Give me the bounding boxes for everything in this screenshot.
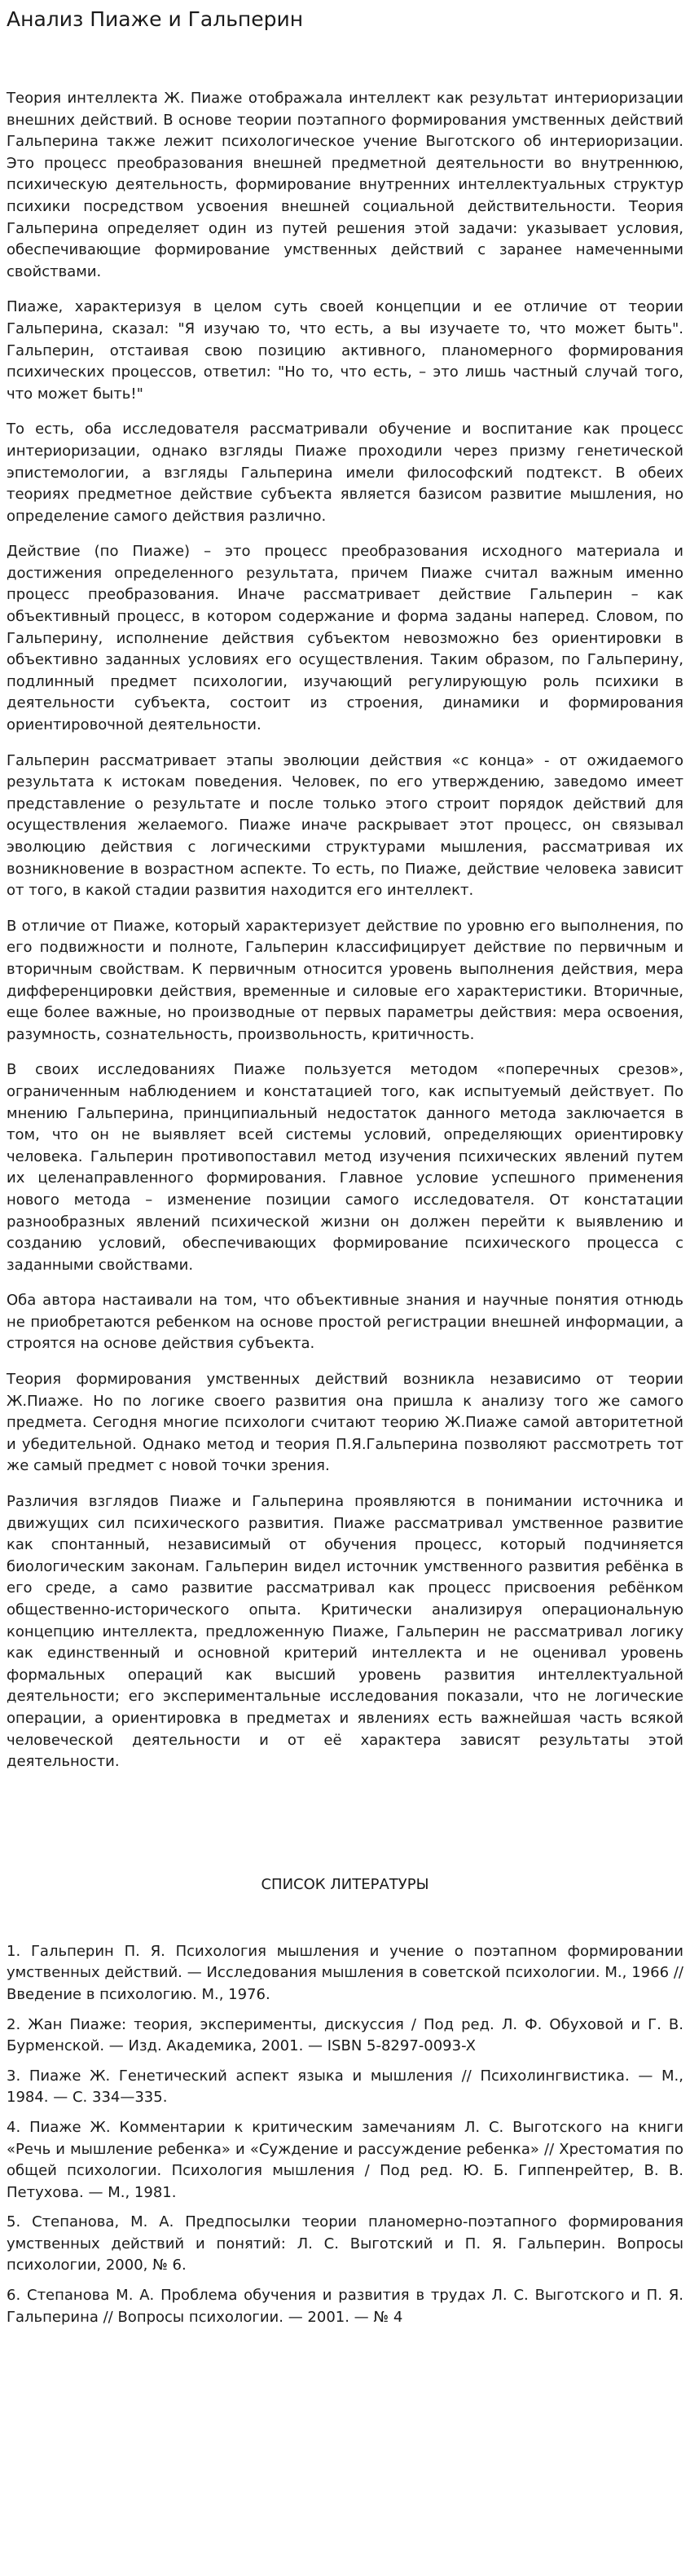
bibliography-heading: СПИСОК ЛИТЕРАТУРЫ bbox=[261, 1875, 429, 1893]
paragraph: Теория интеллекта Ж. Пиаже отображала интеллект как результат интериоризации внешних действий. В основе теории поэтапного формирования умственных действий Гальперина также лежит психологическое учение Выготского об интериоризации. Это процесс преобразования внешней предметной деятельности во внутреннюю, психическую деятельность, формирование внутренних интеллектуальных структур психики посредством усвоения внешней социальной действительности. Теория Гальперина определяет один из путей решения этой задачи: указывает условия, обеспечивающие формирование умственных действий с заранее намеченными свойствами. bbox=[7, 90, 683, 280]
paragraph: В своих исследованиях Пиаже пользуется методом «поперечных срезов», ограниченным наблюдением и констатацией того, как испытуемый действует. По мнению Гальперина, принципиальный недостаток данного метода заключается в том, что он не выявляет всей системы условий, определяющих ориентировку человека. Гальперин противопоставил метод изучения психических явлений путем их целенаправленного формирования. Главное условие успешного применения нового метода – изменение позиции самого исследователя. От констатации разнообразных явлений психической жизни он должен перейти к выявлению и созданию условий, обеспечивающих формирование психического процесса с заданными свойствами. bbox=[7, 1061, 683, 1274]
bibliography-item: 6. Степанова М. А. Проблема обучения и развития в трудах Л. С. Выготского и П. Я. Гальперина // Вопросы психологии. — 2001. — № 4 bbox=[7, 2287, 683, 2326]
bibliography-item: 1. Гальперин П. Я. Психология мышления и учение о поэтапном формировании умственных действий. — Исследования мышления в советской психологии. М., 1966 // Введение в психологию. М., 1976. bbox=[7, 1942, 683, 2003]
paragraph: Теория формирования умственных действий возникла независимо от теории Ж.Пиаже. Но по логике своего развития она пришла к анализу того же самого предмета. Сегодня многие психологи считают теорию Ж.Пиаже самой авторитетной и убедительной. Однако метод и теория П.Я.Гальперина позволяют рассмотреть тот же самый предмет с новой точки зрения. bbox=[7, 1371, 683, 1475]
bibliography-item: 4. Пиаже Ж. Комментарии к критическим замечаниям Л. С. Выготского на книги «Речь и мышление ребенка» и «Суждение и рассуждение ребенка» // Хрестоматия по общей психологии. Психология мышления / Под ред. Ю. Б. Гиппенрейтер, В. В. Петухова. — М., 1981. bbox=[7, 2118, 683, 2201]
paragraph: Различия взглядов Пиаже и Гальперина проявляются в понимании источника и движущих сил психического развития. Пиаже рассматривал умственное развитие как спонтанный, независимый от обучения процесс, который подчиняется биологическим законам. Гальперин видел источник умственного развития ребёнка в его среде, а само развитие рассматривал как процесс присвоения ребёнком общественно-исторического опыта. Критически анализируя операциональную концепцию интеллекта, предложенную Пиаже, Гальперин не рассматривал логику как единственный и основной критерий интеллекта и не оценивал уровень формальных операций как высший уровень развития интеллектуальной деятельности; его экспериментальные исследования показали, что не логические операции, а ориентировка в предметах и явлениях есть важнейшая часть всякой человеческой деятельности и от её характера зависят результаты этой деятельности. bbox=[7, 1493, 683, 1771]
paragraph: Оба автора настаивали на том, что объективные знания и научные понятия отнюдь не приобретаются ребенком на основе простой регистрации внешней информации, а строятся на основе действия субъекта. bbox=[7, 1292, 683, 1353]
bibliography-item: 2. Жан Пиаже: теория, эксперименты, дискуссия / Под ред. Л. Ф. Обуховой и Г. В. Бурменской. — Изд. Академика, 2001. — ISBN 5-8297-0093-X bbox=[7, 2015, 683, 2055]
paragraph: Действие (по Пиаже) – это процесс преобразования исходного материала и достижения определенного результата, причем Пиаже считал важным именно процесс преобразования. Иначе рассматривает действие Гальперин – как объективный процесс, в котором содержание и форма заданы наперед. Словом, по Гальперину, исполнение действия субъектом невозможно без ориентировки в объективно заданных условиях его осуществления. Таким образом, по Гальперину, подлинный предмет психологии, изучающий регулирующую роль психики в деятельности субъекта, состоит из строения, динамики и формирования ориентировочной деятельности. bbox=[7, 543, 683, 734]
bibliography-item: 3. Пиаже Ж. Генетический аспект языка и мышления // Психолингвистика. — М., 1984. — С. 334—335. bbox=[7, 2067, 683, 2107]
paragraph: В отличие от Пиаже, который характеризует действие по уровню его выполнения, по его подвижности и полноте, Гальперин классифицирует действие по первичным и вторичным свойствам. К первичным относится уровень выполнения действия, мера дифференцировки действия, временные и силовые его характеристики. Вторичные, еще более важные, но производные от первых параметры действия: мера освоения, разумность, сознательность, произвольность, критичность. bbox=[7, 917, 683, 1043]
document-title: Анализ Пиаже и Гальперин bbox=[7, 7, 304, 31]
paragraph: Пиаже, характеризуя в целом суть своей концепции и ее отличие от теории Гальперина, сказал: "Я изучаю то, что есть, а вы изучаете то, что может быть". Гальперин, отстаивая свою позицию активного, планомерного формирования психических процессов, ответил: "Но то, что есть, – это лишь частный случай того, что может быть!" bbox=[7, 298, 683, 403]
paragraph: Гальперин рассматривает этапы эволюции действия «с конца» - от ожидаемого результата к истокам поведения. Человек, по его утверждению, заведомо имеет представление о результате и после только этого строит порядок действий для осуществления желаемого. Пиаже иначе раскрывает этот процесс, он связывал эволюцию действия с логическими структурами мышления, рассматривая их возникновение в возрастном аспекте. То есть, по Пиаже, действие человека зависит от того, в какой стадии развития находится его интеллект. bbox=[7, 751, 683, 900]
document-body bbox=[7, 88, 683, 1773]
bibliography-list bbox=[7, 1941, 683, 2329]
bibliography-item: 5. Степанова, М. А. Предпосылки теории планомерно-поэтапного формирования умственных действий и понятий: Л. С. Выготский и П. Я. Гальперин. Вопросы психологии, 2000, № 6. bbox=[7, 2213, 683, 2274]
paragraph: То есть, оба исследователя рассматривали обучение и воспитание как процесс интериоризации, однако взгляды Пиаже проходили через призму генетической эпистемологии, а взгляды Гальперина имели философский подтекст. В обеих теориях предметное действие субъекта является базисом развитие мышления, но определение самого действия различно. bbox=[7, 421, 683, 525]
